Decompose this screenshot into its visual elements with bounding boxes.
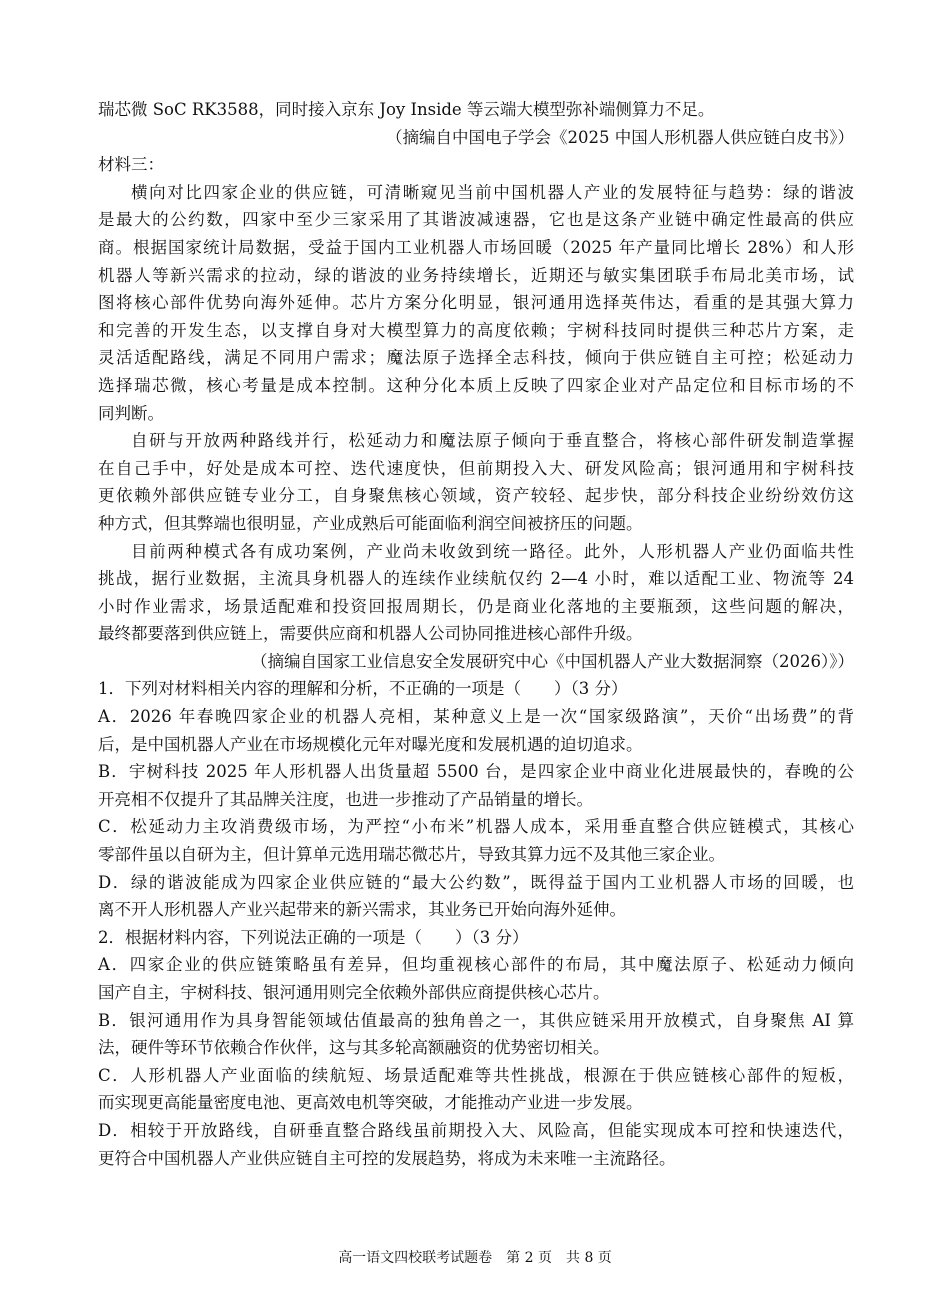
paragraph-line: 最终都要落到供应链上，需要供应商和机器人公司协同推进核心部件升级。 [98,624,643,644]
page-footer: 高一语文四校联考试题卷 第 2 页 共 8 页 [338,1250,612,1266]
option-line: 而实现更高能量密度电池、更高效电机等突破，才能推动产业进一步发展。 [98,1093,643,1113]
material-3-paragraph-1 [98,179,854,427]
option-line: A．四家企业的供应链策略虽有差异，但均重视核心部件的布局，其中魔法原子、松延动力倾向 [98,955,854,975]
question-1-option-c [98,813,854,868]
paragraph-line: 机器人等新兴需求的拉动，绿的谐波的业务持续增长，近期还与敏实集团联手布局北美市场，试 [98,265,854,285]
material-3-paragraph-3 [98,538,854,648]
option-line: D．相较于开放路线，自研垂直整合路线虽前期投入大、风险高，但能实现成本可控和快速迭代， [98,1120,854,1140]
paragraph-line: 挑战，据行业数据，主流具身机器人的连续作业续航仅约 2—4 小时，难以适配工业、物流等 24 [98,569,854,589]
paragraph-line: 种方式，但其弊端也很明显，产业成熟后可能面临利润空间被挤压的问题。 [98,513,643,533]
paragraph-line: 同判断。 [98,403,164,423]
question-1-option-b [98,758,854,813]
option-line: 国产自主，宇树科技、银河通用则完全依赖外部供应商提供核心芯片。 [98,983,610,1002]
option-line: 更符合中国机器人产业供应链自主可控的发展趋势，将成为未来唯一主流路径。 [98,1148,676,1168]
option-line: 离不开人形机器人产业兴起带来的新兴需求，其业务已开始向海外延伸。 [98,900,626,920]
question-2-option-a [98,951,854,1006]
paragraph-line: 灵活适配路线，满足不同用户需求；魔法原子选择全志科技，倾向于供应链自主可控；松延动力 [98,348,854,368]
option-line: C．人形机器人产业面临的续航短、场景适配难等共性挑战，根源在于供应链核心部件的短板， [98,1065,854,1085]
option-line: A．2026 年春晚四家企业的机器人亮相，某种意义上是一次“国家级路演”，天价“出场费”的背 [98,707,854,727]
paragraph-line: 自研与开放两种路线并行，松延动力和魔法原子倾向于垂直整合，将核心部件研发制造掌握 [131,431,854,451]
option-line: 开亮相不仅提升了其品牌关注度，也进一步推动了产品销量的增长。 [98,789,593,809]
question-2-stem: 2．根据材料内容，下列说法正确的一项是（ ）（3 分） [98,927,529,947]
source-citation-2: （摘编自国家工业信息安全发展研究中心《中国机器人产业大数据洞察（2026）》） [251,651,854,671]
paragraph-line: 小时作业需求，场景适配难和投资回报周期长，仍是商业化落地的主要瓶颈，这些问题的解决， [98,596,854,616]
material-3-heading: 材料三： [98,155,164,175]
intro-text-line: 瑞芯微 SoC RK3588，同时接入京东 Joy Inside 等云端大模型弥补端侧算力不足。 [98,100,715,119]
question-2-option-d [98,1117,854,1172]
option-line: 后，是中国机器人产业在市场规模化元年对曝光度和发展机遇的迫切追求。 [98,734,643,754]
option-line: C．松延动力主攻消费级市场，为严控“小布米”机器人成本，采用垂直整合供应链模式，其核心 [98,817,854,837]
question-2-option-b [98,1007,854,1062]
paragraph-line: 图将核心部件优势向海外延伸。芯片方案分化明显，银河通用选择英伟达，看重的是其强大算力 [98,293,854,313]
paragraph-line: 横向对比四家企业的供应链，可清晰窥见当前中国机器人产业的发展特征与趋势：绿的谐波 [131,182,854,202]
paragraph-line: 在自己手中，好处是成本可控、迭代速度快，但前期投入大、研发风险高；银河通用和宇树科技 [98,458,854,478]
question-1 [98,675,854,923]
material-3-paragraph-2 [98,427,854,537]
question-1-option-a [98,703,854,758]
paragraph-line: 和完善的开发生态，以支撑自身对大模型算力的高度依赖；宇树科技同时提供三种芯片方案，走 [98,320,854,340]
option-line: B．宇树科技 2025 年人形机器人出货量超 5500 台，是四家企业中商业化进展最快的，春晚的公 [98,762,854,782]
option-line: 法，硬件等环节依赖合作伙伴，这与其多轮高额融资的优势密切相关。 [98,1038,610,1058]
question-2-option-c [98,1062,854,1117]
paragraph-line: 更依赖外部供应链专业分工，自身聚焦核心领域，资产较轻、起步快，部分科技企业纷纷效仿这 [98,486,854,506]
source-citation-1: （摘编自中国电子学会《2025 中国人形机器人供应链白皮书》） [386,127,854,147]
paragraph-line: 是最大的公约数，四家中至少三家采用了其谐波减速器，它也是这条产业链中确定性最高的供应 [98,210,854,230]
paragraph-line: 商。根据国家统计局数据，受益于国内工业机器人市场回暖（2025 年产量同比增长 28%）和人形 [98,237,854,257]
question-2 [98,924,854,1172]
question-1-stem: 1．下列对材料相关内容的理解和分析，不正确的一项是（ ）（3 分） [98,679,628,699]
question-1-option-d [98,869,854,924]
paragraph-line: 选择瑞芯微，核心考量是成本控制。这种分化本质上反映了四家企业对产品定位和目标市场的不 [98,375,854,395]
option-line: B．银河通用作为具身智能领域估值最高的独角兽之一，其供应链采用开放模式，自身聚焦 AI 算 [98,1010,854,1030]
exam-page-body [98,96,854,1172]
paragraph-line: 目前两种模式各有成功案例，产业尚未收敛到统一路径。此外，人形机器人产业仍面临共性 [131,541,854,561]
option-line: 零部件虽以自研为主，但计算单元选用瑞芯微芯片，导致其算力远不及其他三家企业。 [98,845,725,865]
option-line: D．绿的谐波能成为四家企业供应链的“最大公约数”，既得益于国内工业机器人市场的回暖，也 [98,872,854,892]
